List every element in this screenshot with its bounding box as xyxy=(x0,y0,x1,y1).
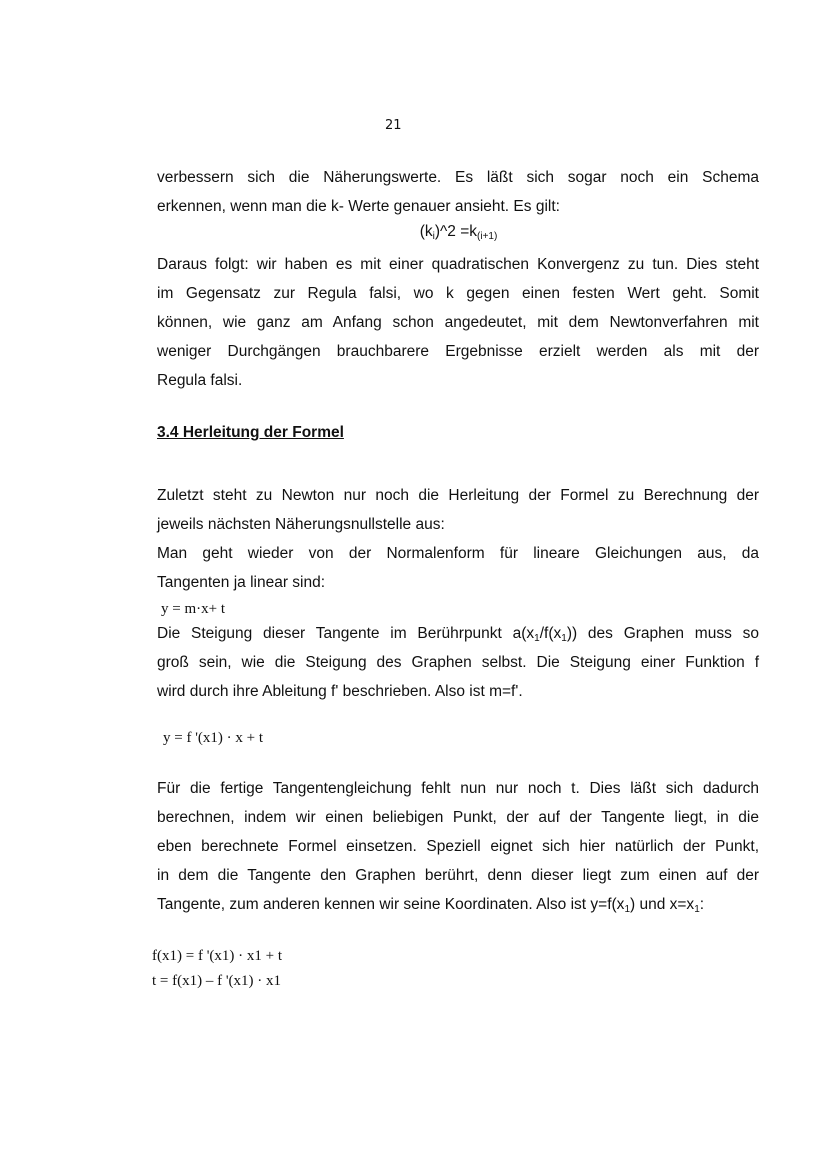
text-line: in dem die Tangente den Graphen berührt, denn dieser liegt zum einen auf der xyxy=(157,867,759,884)
paragraph-herleitung xyxy=(157,481,759,597)
text-line: im Gegensatz zur Regula falsi, wo k gegen einen festen Wert geht. Somit xyxy=(157,285,759,302)
formula-linear: y = m·x+ t xyxy=(161,601,225,617)
equation-subscript: i xyxy=(432,231,435,242)
text-line: jeweils nächsten Näherungsnullstelle aus: xyxy=(157,516,445,533)
text-part: Die Steigung dieser Tangente im Berührpunkt a(x xyxy=(157,625,535,642)
paragraph-konvergenz xyxy=(157,250,759,395)
subscript: 1 xyxy=(624,904,630,915)
text-part: )) des Graphen muss so xyxy=(566,625,759,642)
text-line: Tangenten ja linear sind: xyxy=(157,574,326,591)
text-part: Tangente, zum anderen kennen wir seine Koordinaten. Also ist y=f(x xyxy=(157,896,625,913)
text-line: erkennen, wenn man die k- Werte genauer ansieht. Es gilt: xyxy=(157,198,560,215)
text-line xyxy=(157,890,759,919)
paragraph-naeherungswerte xyxy=(157,163,759,221)
formula-t: t = f(x1) – f '(x1) · x1 xyxy=(152,973,282,989)
text-line: Daraus folgt: wir haben es mit einer quadratischen Konvergenz zu tun. Dies steht xyxy=(157,256,759,273)
text-line: weniger Durchgängen brauchbarere Ergebnisse erzielt werden als mit der xyxy=(157,343,759,360)
equation-part: )^2 =k xyxy=(434,223,478,240)
text-line: Man geht wieder von der Normalenform für lineare Gleichungen aus, da xyxy=(157,545,759,562)
text-line: eben berechnete Formel einsetzen. Speziell eignet sich hier natürlich der Punkt, xyxy=(157,838,759,855)
formula-f-of-x1: f(x1) = f '(x1) · x1 + t xyxy=(152,948,283,964)
text-line: verbessern sich die Näherungswerte. Es läßt sich sogar noch ein Schema xyxy=(157,169,759,186)
text-part: : xyxy=(699,896,705,913)
subscript: 1 xyxy=(534,633,540,644)
text-line xyxy=(157,619,759,648)
paragraph-tangentengleichung xyxy=(157,774,759,919)
text-line: berechnen, indem wir einen beliebigen Punkt, der auf der Tangente liegt, in die xyxy=(157,809,759,826)
text-line: groß sein, wie die Steigung des Graphen selbst. Die Steigung einer Funktion f xyxy=(157,654,759,671)
text-line: Für die fertige Tangentengleichung fehlt nun nur noch t. Dies läßt sich dadurch xyxy=(157,780,759,797)
subscript: 1 xyxy=(561,633,567,644)
equation-k-squared xyxy=(45,223,827,241)
text-line: können, wie ganz am Anfang schon angedeutet, mit dem Newtonverfahren mit xyxy=(157,314,759,331)
formula-tangent: y = f '(x1) · x + t xyxy=(163,730,264,746)
text-line: wird durch ihre Ableitung f' beschrieben. Also ist m=f'. xyxy=(157,683,523,700)
paragraph-steigung xyxy=(157,619,759,706)
section-heading: 3.4 Herleitung der Formel xyxy=(157,424,344,441)
text-line: Regula falsi. xyxy=(157,372,243,389)
equation-subscript: (i+1) xyxy=(477,231,498,242)
page-number: 21 xyxy=(385,118,402,133)
text-line: Zuletzt steht zu Newton nur noch die Herleitung der Formel zu Berechnung der xyxy=(157,487,759,504)
subscript: 1 xyxy=(694,904,700,915)
text-part: ) und x=x xyxy=(630,896,695,913)
equation-part: (k xyxy=(419,223,433,240)
text-part: /f(x xyxy=(539,625,562,642)
